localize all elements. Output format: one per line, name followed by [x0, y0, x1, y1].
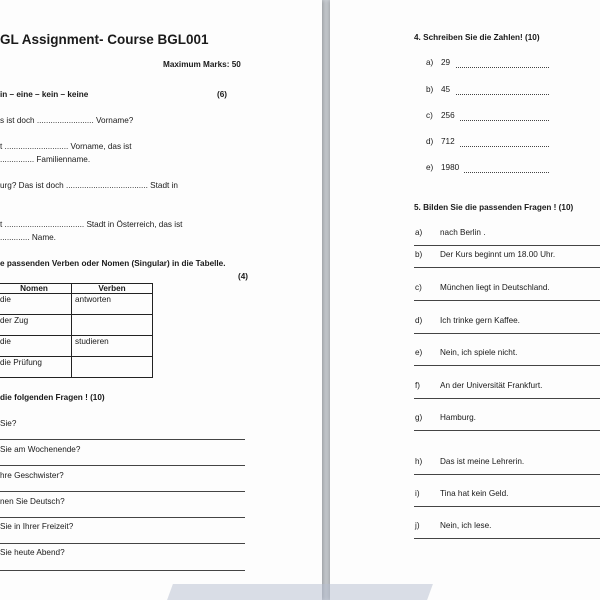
answer-line — [414, 474, 600, 475]
q5-label: f) — [415, 381, 421, 390]
answer-line — [414, 333, 600, 334]
answer-line — [456, 67, 549, 68]
q5-label: a) — [415, 228, 423, 237]
q3-item: Sie am Wochenende? — [0, 445, 81, 454]
answer-line — [460, 120, 549, 121]
q4-label: b) — [426, 85, 434, 94]
verb-cell — [72, 315, 153, 336]
answer-line — [414, 267, 600, 268]
q4-label: c) — [426, 111, 433, 120]
q5-label: e) — [415, 348, 423, 357]
q5-label: d) — [415, 316, 423, 325]
table-row — [0, 315, 153, 336]
q4-number: 712 — [441, 137, 455, 146]
col-nomen-header: Nomen — [0, 284, 72, 294]
q5-text: Der Kurs beginnt um 18.00 Uhr. — [440, 250, 556, 259]
q4-label: d) — [426, 137, 434, 146]
table-row — [0, 336, 153, 357]
q4-number: 256 — [441, 111, 455, 120]
q5-text: Hamburg. — [440, 413, 476, 422]
q5-label: b) — [415, 250, 423, 259]
q1-item: urg? Das ist doch .................................... Stadt in — [0, 181, 178, 190]
q4-label: a) — [426, 58, 434, 67]
q3-heading: die folgenden Fragen ! (10) — [0, 393, 105, 402]
q5-label: g) — [415, 413, 423, 422]
q1-heading: in – eine – kein – keine — [0, 90, 89, 99]
answer-line — [414, 365, 600, 366]
answer-line — [414, 506, 600, 507]
q5-text: nach Berlin . — [440, 228, 486, 237]
q3-item: Sie heute Abend? — [0, 548, 65, 557]
q5-label: c) — [415, 283, 422, 292]
q4-heading: 4. Schreiben Sie die Zahlen! (10) — [414, 33, 540, 42]
q5-text: Das ist meine Lehrerin. — [440, 457, 525, 466]
nomen-cell: die — [0, 294, 72, 315]
answer-line — [464, 172, 549, 173]
q5-heading: 5. Bilden Sie die passenden Fragen ! (10) — [414, 203, 574, 212]
table-row — [0, 294, 153, 315]
verb-cell: studieren — [72, 336, 153, 357]
table-header-row — [0, 284, 153, 294]
q5-label: j) — [415, 521, 420, 530]
assignment-title: GL Assignment- Course BGL001 — [0, 32, 209, 47]
answer-line — [0, 439, 245, 440]
q5-label: i) — [415, 489, 420, 498]
verb-cell — [72, 357, 153, 378]
answer-line — [414, 300, 600, 301]
q5-text: Tina hat kein Geld. — [440, 489, 509, 498]
q1-marks: (6) — [217, 90, 228, 99]
answer-line — [0, 517, 245, 518]
answer-line — [0, 491, 245, 492]
col-verben-header: Verben — [72, 284, 153, 294]
q3-item: Sie? — [0, 419, 17, 428]
q1-item: s ist doch ......................... Vorname? — [0, 116, 134, 125]
q5-text: An der Universität Frankfurt. — [440, 381, 543, 390]
right-page — [330, 0, 600, 600]
q5-label: h) — [415, 457, 423, 466]
q5-text: Nein, ich spiele nicht. — [440, 348, 518, 357]
q1-item: ............. Name. — [0, 233, 56, 242]
answer-line — [0, 543, 245, 544]
nomen-verben-table — [0, 283, 153, 378]
watermark-shape — [167, 584, 433, 600]
q2-heading: e passenden Verben oder Nomen (Singular) in die Tabelle. — [0, 259, 226, 268]
q1-item: t ............................ Vorname, das ist — [0, 142, 132, 151]
q5-text: Nein, ich lese. — [440, 521, 492, 530]
q4-number: 45 — [441, 85, 451, 94]
answer-line — [414, 430, 600, 431]
q1-item: ............... Familienname. — [0, 155, 91, 164]
q3-item: Sie in Ihrer Freizeit? — [0, 522, 74, 531]
q3-item: hre Geschwister? — [0, 471, 64, 480]
nomen-cell: die Prüfung — [0, 357, 72, 378]
q1-item: t ................................... Stadt in Österreich, das ist — [0, 220, 183, 229]
q4-number: 29 — [441, 58, 451, 67]
answer-line — [456, 94, 549, 95]
nomen-cell: der Zug — [0, 315, 72, 336]
max-marks: Maximum Marks: 50 — [163, 60, 241, 69]
q2-marks: (4) — [238, 272, 249, 281]
verb-cell: antworten — [72, 294, 153, 315]
q4-label: e) — [426, 163, 434, 172]
answer-line — [0, 465, 245, 466]
q4-number: 1980 — [441, 163, 460, 172]
answer-line — [414, 398, 600, 399]
q3-item: nen Sie Deutsch? — [0, 497, 65, 506]
q5-text: München liegt in Deutschland. — [440, 283, 550, 292]
answer-line — [460, 146, 549, 147]
table-row — [0, 357, 153, 378]
nomen-cell: die — [0, 336, 72, 357]
q5-text: Ich trinke gern Kaffee. — [440, 316, 520, 325]
answer-line — [0, 570, 245, 571]
answer-line — [414, 245, 600, 246]
answer-line — [414, 538, 600, 539]
